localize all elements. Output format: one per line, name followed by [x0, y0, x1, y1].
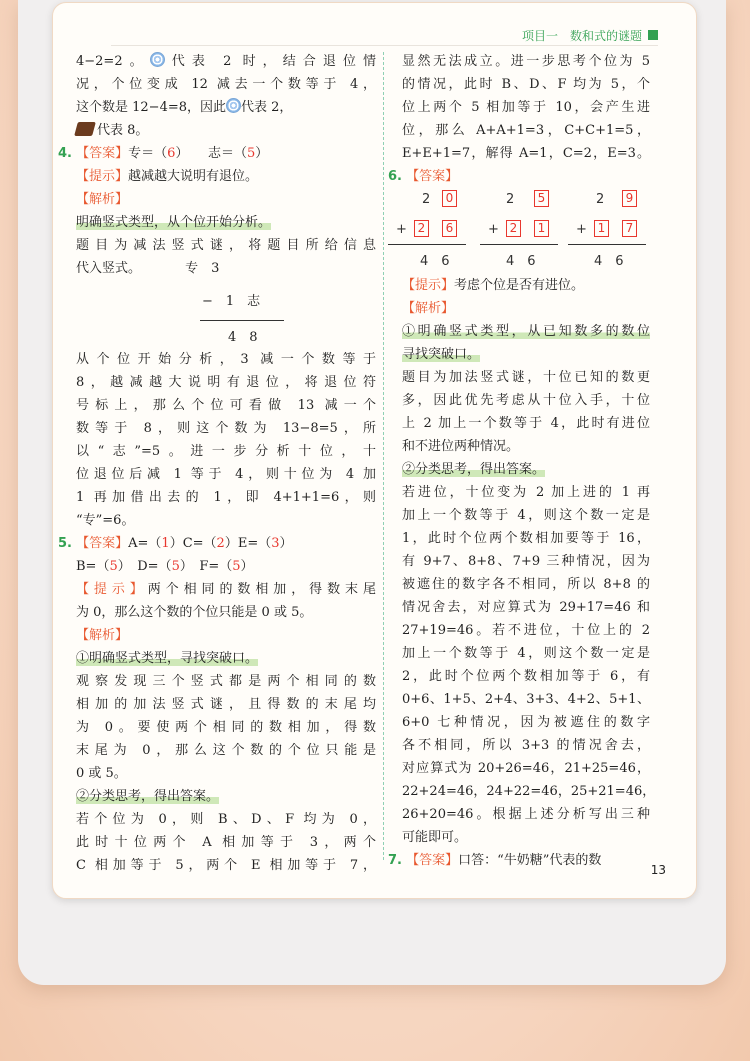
column-divider — [383, 52, 384, 860]
q5-answer: 5. 【答案】A=（1）C=（2）E=（3） — [58, 536, 293, 551]
header-title: 项目一 数和式的谜题 — [521, 28, 642, 43]
q4-answer: 4. 【答案】专＝（6） 志＝（5） — [58, 146, 269, 161]
right-column: 显然无法成立。进一步思考个位为 5 的情况，此时 B、D、F 均为 5，个 位上两个 5 相加等于 10，会产生进 位，那么 A+A+1=3，C+C+1=5， E+E+1=7，解得 A=1，C=2，E=3。 6. 【答案】 2 0 + 2 6 4 6 2 5 + 2 1 4 6 2 9 + 1 7 4 6 【提示】考虑个位是否有进位。 【解析】 ①明确竖式类型，从已知数多的数位 寻找突破口。 题目为加法竖式谜，十位已知的数更 多，因此优先考虑从十位入手，十位 上 2 加上一个数等于 4，此时有进位 和不进位两种情况。 ②分类思考，得出答案。 若进位，十位变为 2 加上进的 1 再 加上一个数等于 4，则这个数一定是 1，此时个位两个数相加要等于 16， 有 9+7、8+8、7+9 三种情况，因为 被遮住的数字各不相同，所以 8+8 的 情况舍去，对应算式为 29+17=46 和 27+19=46。若不进位，十位上的 2 加上一个数等于 4，则这个数一定是 2，此时个位两个数相加等于 6，有 0+6、1+5、2+4、3+3、4+2、5+1、 6+0 七种情况，因为被遮住的数字 各不相同，所以 3+3 的情况舍去， 对应算式为 20+26=46，21+25=46， 22+24=46，24+22=46，25+21=46， 26+20=46。根据上述分析写出三种 可能即可。 7. 【答案】口答：“牛奶糖”代表的数 — [402, 50, 650, 872]
header-square-icon — [648, 30, 658, 40]
addition-puzzles: 2 0 + 2 6 4 6 2 5 + 2 1 4 6 2 9 + 1 7 4 6 — [402, 188, 650, 274]
subtraction-vertical: − 1 志 4 8 — [76, 280, 376, 348]
chocolate-icon — [74, 122, 96, 136]
lollipop-icon — [226, 98, 241, 113]
lollipop-icon — [150, 52, 165, 67]
header-rule — [111, 45, 658, 46]
page-header — [522, 25, 658, 45]
page-number: 13 — [650, 863, 666, 877]
left-column: 4−2=2。 代表 2 时，结合退位情 况，个位变成 12 减去一个数等于 4， 这个数是 12−4=8，因此 代表 2， 代表 8。 4. 【答案】专＝（6） 志＝（5） 【提示】越减越大说明有退位。 【解析】 明确竖式类型，从个位开始分析。 题目为减法竖式谜，将题目所给信息 代入竖式。 专 3 − 1 志 4 8 从个位开始分析，3 减一个数等于 8，越减越大说明有退位，将退位符 号标上，那么个位可看做 13 减一个 数等于 8，则这个数为 13−8=5，所 以“志”=5。进一步分析十位，十 位退位后减 1 等于 4，则十位为 4 加 1 再加借出去的 1，即 4+1+1=6，则 “专”=6。 5. 【答案】A=（1）C=（2）E=（3） B=（5） D=（5） F=（5） 【提示】两个相同的数相加，得数末尾 为 0，那么这个数的个位只能是 0 或 5。 【解析】 ①明确竖式类型，寻找突破口。 观察发现三个竖式都是两个相同的数 相加的加法竖式谜，且得数的末尾均 为 0。要使两个相同的数相加，得数 末尾为 0，那么这个数的个位只能是 0 或 5。 ②分类思考，得出答案。 若个位为 0，则 B、D、F 均为 0， 此时十位两个 A 相加等于 3，两个 C 相加等于 5，两个 E 相加等于 7， — [58, 54, 376, 873]
q7-answer: 7. 【答案】口答：“牛奶糖”代表的数 — [388, 853, 602, 868]
q6-answer: 6. 【答案】 — [388, 169, 459, 184]
